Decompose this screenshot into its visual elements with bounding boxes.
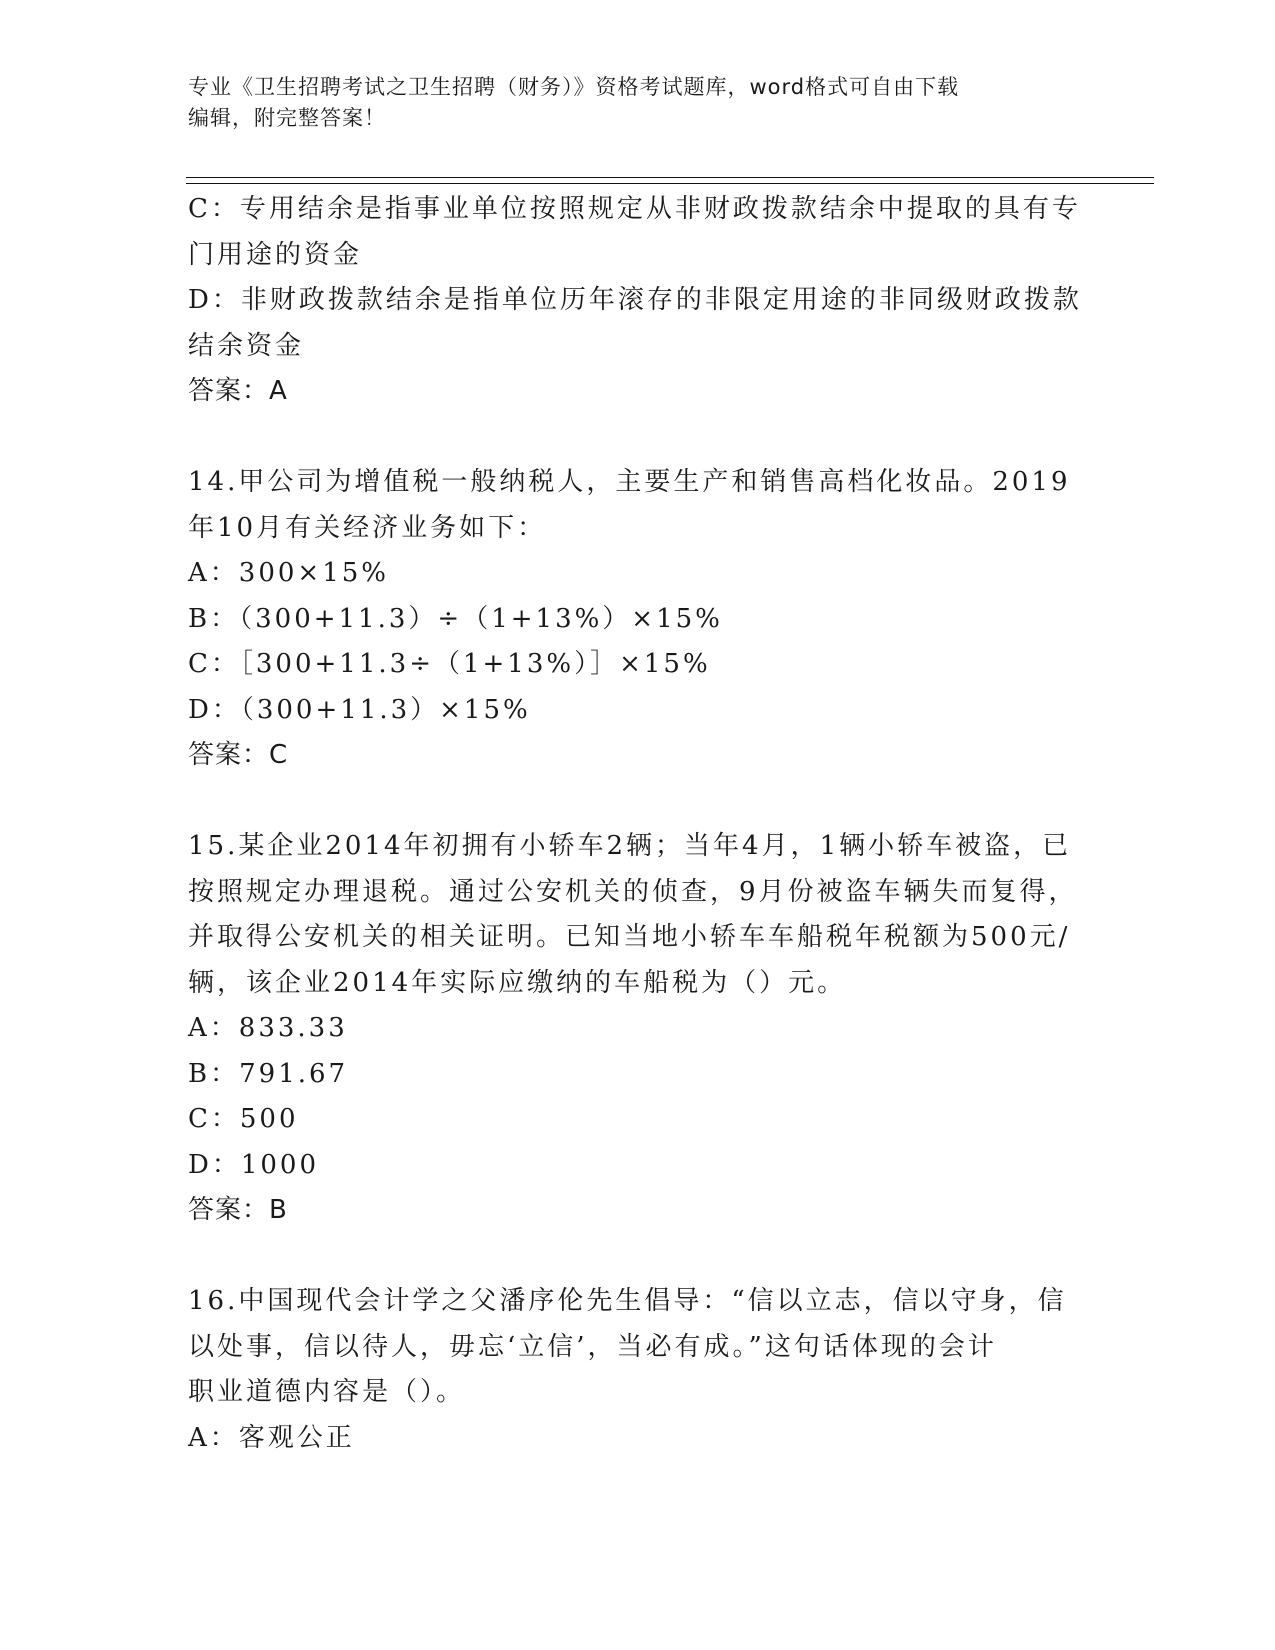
option-d: D：1000	[188, 1149, 320, 1180]
option-c-line-1: C：专用结余是指事业单位按照规定从非财政拨款结余中提取的具有专	[188, 194, 1081, 224]
option-c: C：［300+11.3÷（1+13%）］×15%	[188, 649, 711, 679]
document-header	[188, 72, 1088, 134]
question-14	[188, 460, 1088, 779]
option-b: B：（300+11.3）÷（1+13%）×15%	[188, 603, 723, 634]
answer-label: 答案：B	[188, 1195, 288, 1225]
option-a: A：300×15%	[188, 558, 389, 588]
option-c-line-2: 门用途的资金	[188, 239, 363, 270]
spacer	[188, 1234, 1088, 1280]
question-stem-line-1: 16.中国现代会计学之父潘序伦先生倡导：“信以立志，信以守身，信	[188, 1286, 1067, 1316]
option-d-line-2: 结余资金	[188, 330, 305, 361]
header-line-1: 专业《卫生招聘考试之卫生招聘（财务）》资格考试题库，word格式可自由下载	[188, 75, 960, 99]
option-d: D：（300+11.3）×15%	[188, 694, 531, 725]
option-a: A：833.33	[188, 1013, 348, 1043]
answer-label: 答案：A	[188, 376, 288, 406]
question-stem-line-2: 按照规定办理退税。通过公安机关的侦查，9月份被盗车辆失而复得，	[188, 876, 1078, 907]
header-line-2: 编辑，附完整答案！	[188, 106, 386, 130]
spacer	[188, 779, 1088, 825]
question-13-tail	[188, 187, 1088, 415]
option-c: C：500	[188, 1104, 299, 1134]
option-a: A：客观公正	[188, 1422, 355, 1453]
question-15	[188, 824, 1088, 1234]
option-b: B：791.67	[188, 1058, 349, 1089]
question-stem-line-3: 并取得公安机关的相关证明。已知当地小轿车车船税年税额为500元/	[188, 922, 1071, 952]
question-stem-line-2: 年10月有关经济业务如下：	[188, 512, 547, 543]
question-stem-line-1: 14.甲公司为增值税一般纳税人，主要生产和销售高档化妆品。2019	[188, 467, 1071, 497]
spacer	[188, 415, 1088, 461]
answer-label: 答案：C	[188, 740, 289, 770]
question-stem-line-2: 以处事，信以待人，毋忘‘立信’，当必有成。”这句话体现的会计	[188, 1331, 997, 1362]
header-divider-top	[186, 177, 1154, 178]
option-d-line-1: D：非财政拨款结余是指单位历年滚存的非限定用途的非同级财政拨款	[188, 285, 1082, 315]
header-divider-bottom	[186, 183, 1154, 184]
question-stem-line-4: 辆，该企业2014年实际应缴纳的车船税为（）元。	[188, 967, 847, 998]
question-16	[188, 1279, 1088, 1461]
question-stem-line-1: 15.某企业2014年初拥有小轿车2辆；当年4月，1辆小轿车被盗，已	[188, 831, 1072, 861]
question-stem-line-3: 职业道德内容是（）。	[188, 1377, 466, 1407]
document-body	[188, 187, 1088, 1461]
